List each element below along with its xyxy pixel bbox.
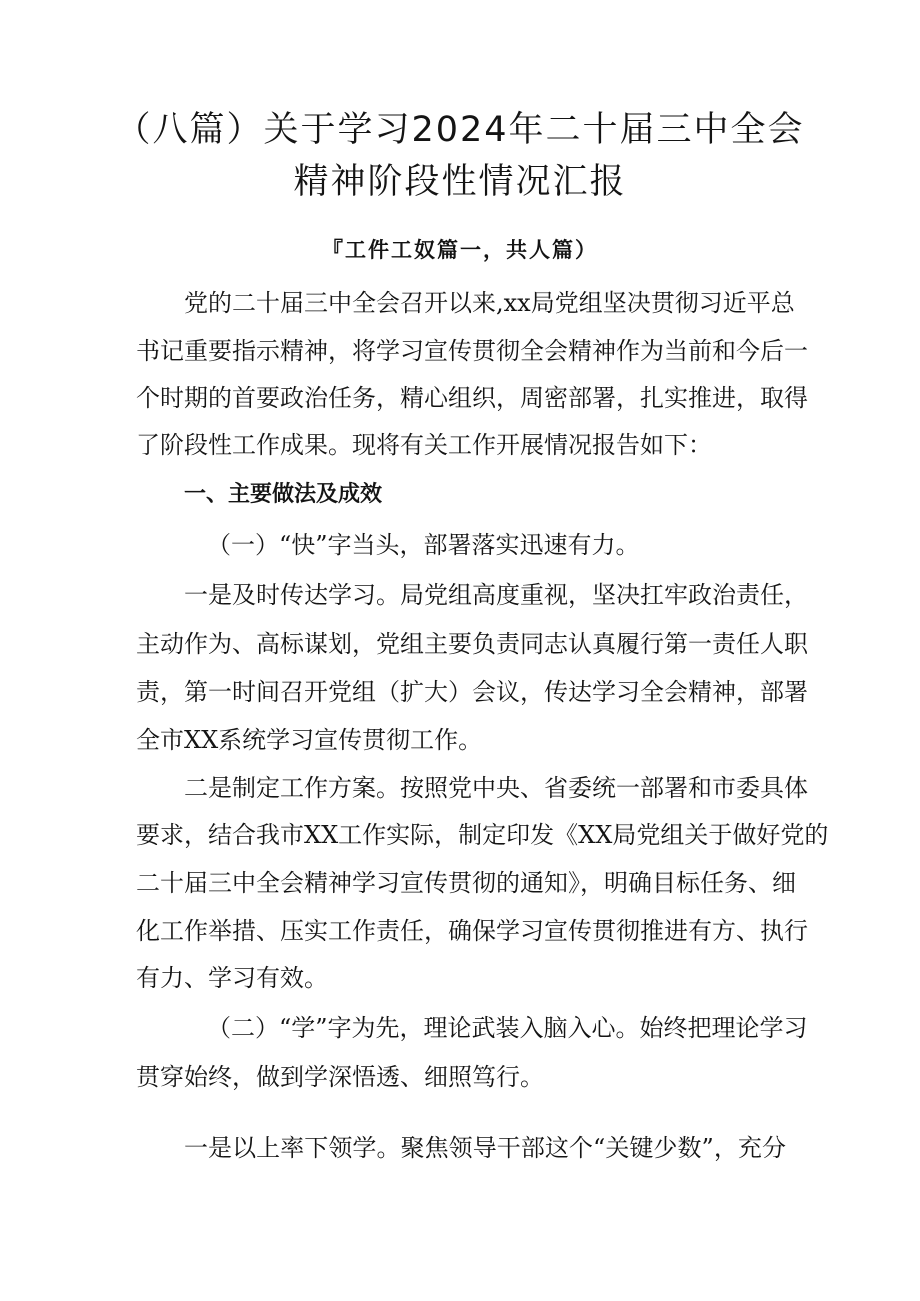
subsection-heading: （一）“快”字当头，部署落实迅速有力。 [207,531,640,559]
paragraph-line: 个时期的首要政治任务，精心组织，周密部署，扎实推进，取得 [136,384,808,412]
subsection-heading: （二）“学”字为先，理论武装入脑入心。始终把理论学习 [207,1014,808,1042]
paragraph-line: 一是以上率下领学。聚焦领导干部这个“关键少数”，充分 [184,1134,786,1162]
paragraph-line: 全市XX系统学习宣传贯彻工作。 [136,726,483,754]
section-heading: 一、主要做法及成效 [184,482,383,507]
document-title-line-2: 精神阶段性情况汇报 [293,162,627,202]
paragraph-line: 书记重要指示精神，将学习宣传贯彻全会精神作为当前和今后一 [136,337,808,365]
document-subtitle: 『工件工奴篇一，共人篇） [322,237,598,262]
paragraph-line: 主动作为、高标谋划，党组主要负责同志认真履行第一责任人职 [136,630,808,658]
paragraph-line: 要求，结合我市XX工作实际，制定印发《XX局党组关于做好党的 [136,821,829,849]
document-title-line-1: （八篇）关于学习2024年二十届三中全会 [115,110,805,150]
paragraph-line: 二是制定工作方案。按照党中央、省委统一部署和市委具体 [184,774,808,802]
paragraph-line: 责，第一时间召开党组（扩大）会议，传达学习全会精神，部署 [136,678,808,706]
paragraph-line: 化工作举措、压实工作责任，确保学习宣传贯彻推进有方、执行 [136,917,808,945]
paragraph-line: 党的二十届三中全会召开以来,xx局党组坚决贯彻习近平总 [184,289,795,317]
paragraph-line: 一是及时传达学习。局党组高度重视，坚决扛牢政治责任， [184,581,808,609]
paragraph-line: 有力、学习有效。 [136,964,328,992]
paragraph-line: 了阶段性工作成果。现将有关工作开展情况报告如下： [136,431,712,459]
paragraph-line: 贯穿始终，做到学深悟透、细照笃行。 [136,1063,544,1091]
paragraph-line: 二十届三中全会精神学习宣传贯彻的通知》，明确目标任务、细 [136,869,796,897]
